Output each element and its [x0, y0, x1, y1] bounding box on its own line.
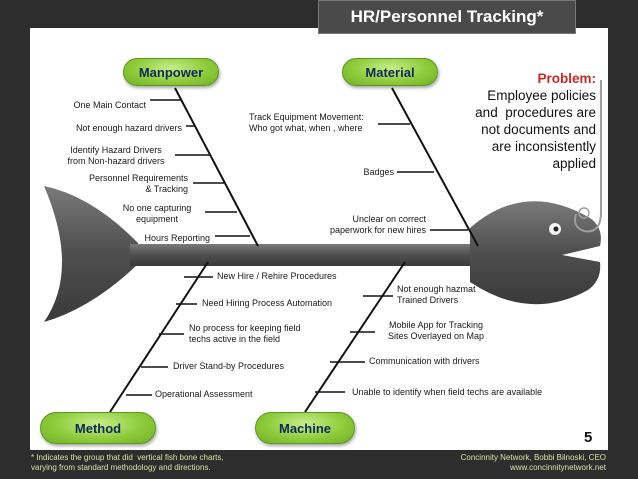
slide-title: HR/Personnel Tracking*	[318, 0, 576, 34]
cause-method-3: No process for keeping field techs active in the field	[189, 323, 301, 344]
cause-material-2: Badges	[363, 167, 394, 177]
cause-manpower-5: No one capturing equipment	[122, 203, 192, 224]
cause-machine-4: Unable to identify when field techs are available	[352, 387, 543, 397]
footer-note: * Indicates the group that did vertical fish bone charts, varying from standard methodology and directions.	[31, 453, 224, 472]
cause-machine-2: Mobile App for Tracking Sites Overlayed on Map	[387, 320, 485, 341]
cause-method-1: New Hire / Rehire Procedures	[217, 271, 337, 281]
cause-material-1: Track Equipment Movement: Who got what, when , where	[249, 112, 364, 133]
cause-manpower-2: Not enough hazard drivers	[75, 123, 182, 133]
problem-text: Employee policies and procedures are not documents and are inconsistently applied	[475, 88, 596, 171]
cause-manpower-1: One Main Contact	[73, 100, 146, 110]
footer-credit: Concinnity Network, Bobbi Bilnoski, CEO www.concinnitynetwork.net	[460, 453, 606, 472]
problem-statement	[446, 70, 596, 172]
page-number: 5	[584, 429, 593, 446]
category-manpower: Manpower	[123, 58, 219, 86]
fish-pupil	[554, 227, 559, 232]
fish-spine	[130, 244, 500, 266]
cause-machine-3: Communication with drivers	[369, 356, 480, 366]
category-machine: Machine	[255, 412, 355, 444]
cause-material-3: Unclear on correct paperwork for new hires	[329, 214, 426, 235]
cause-method-4: Driver Stand-by Procedures	[173, 361, 285, 371]
problem-heading: Problem:	[537, 71, 596, 86]
cause-manpower-6: Hours Reporting	[144, 233, 210, 243]
cause-method-5: Operational Assessment	[155, 389, 253, 399]
category-material: Material	[342, 58, 438, 86]
cause-machine-1: Not enough hazmat Trained Drivers	[397, 284, 476, 305]
cause-manpower-3: Identify Hazard Drivers from Non-hazard drivers	[67, 145, 165, 166]
cause-method-2: Need Hiring Process Automation	[202, 298, 333, 308]
cause-manpower-4: Personnel Requirements & Tracking	[88, 173, 188, 194]
category-method: Method	[40, 412, 156, 444]
machine-ribs	[315, 296, 393, 392]
